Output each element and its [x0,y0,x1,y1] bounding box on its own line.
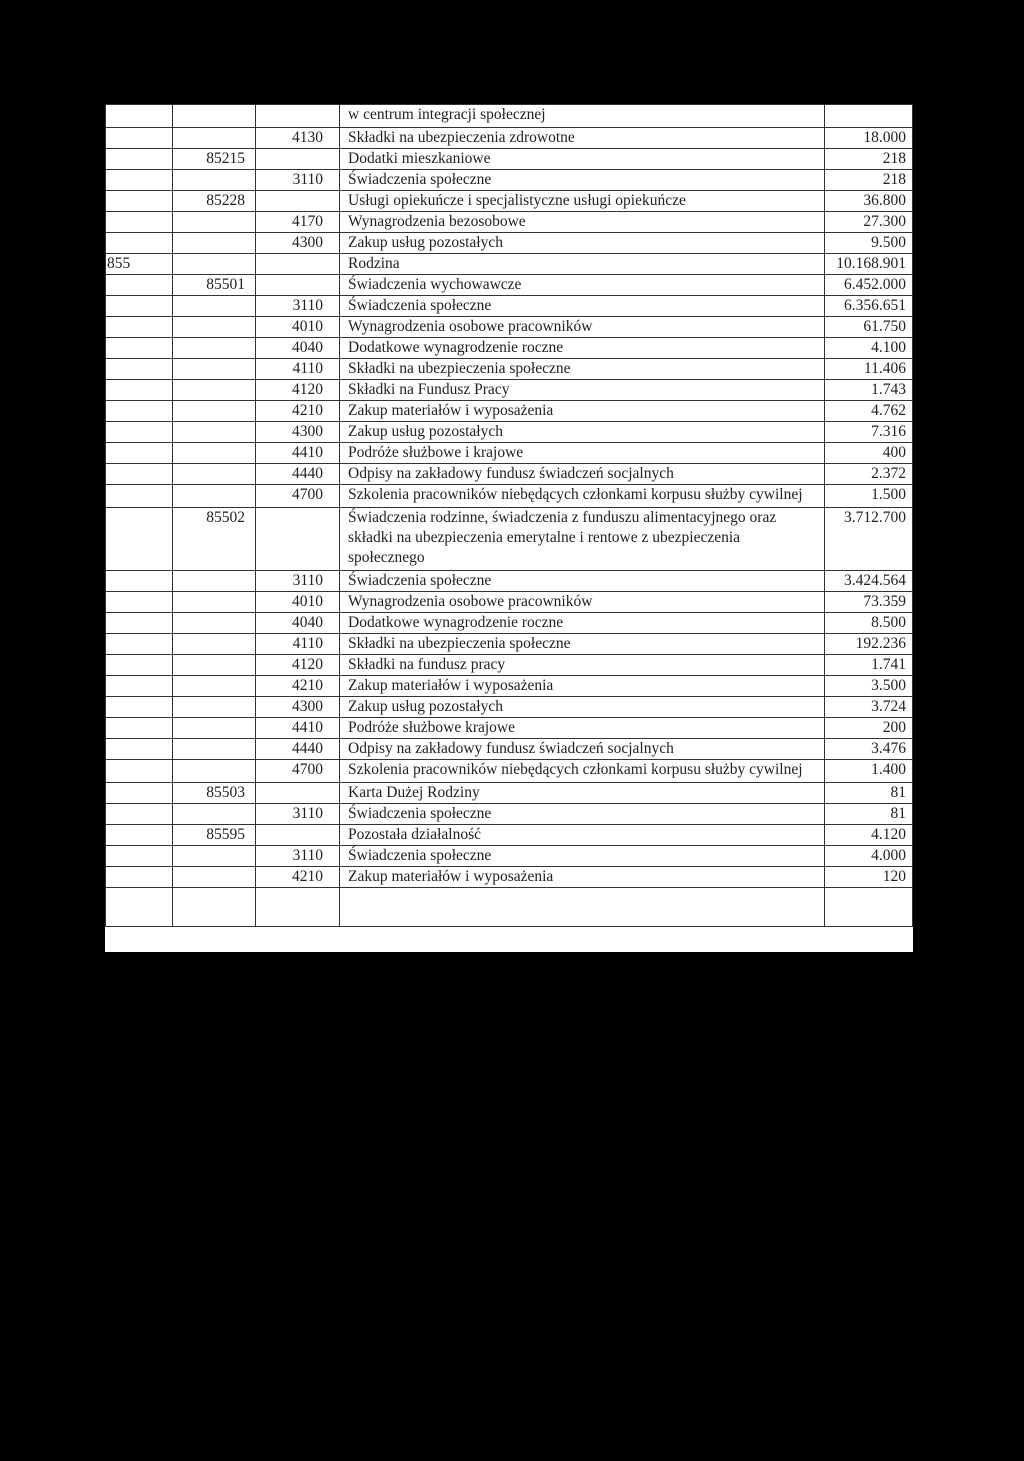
description-cell: Szkolenia pracowników niebędących członkami korpusu służby cywilnej [340,760,825,783]
amount-cell: 81 [825,783,913,804]
description-cell: Wynagrodzenia bezosobowe [340,212,825,233]
paragraf-cell: 3110 [256,296,340,317]
dzial-cell [106,317,173,338]
amount-cell [825,888,913,927]
table-row [106,233,913,254]
rozdzial-cell [173,655,256,676]
amount-cell: 10.168.901 [825,254,913,275]
dzial-cell [106,485,173,508]
amount-cell: 3.724 [825,697,913,718]
rozdzial-cell [173,846,256,867]
description-cell: Składki na ubezpieczenia społeczne [340,359,825,380]
dzial-cell [106,655,173,676]
table-row [106,128,913,149]
table-row [106,739,913,760]
description-cell: Karta Dużej Rodziny [340,783,825,804]
rozdzial-cell: 85501 [173,275,256,296]
dzial-cell [106,128,173,149]
dzial-cell [106,212,173,233]
table-row [106,867,913,888]
amount-cell: 3.424.564 [825,571,913,592]
table-row [106,464,913,485]
rozdzial-cell: 85215 [173,149,256,170]
description-cell: Składki na ubezpieczenia zdrowotne [340,128,825,149]
paragraf-cell: 4300 [256,422,340,443]
paragraf-cell: 4010 [256,592,340,613]
paragraf-cell: 4110 [256,634,340,655]
rozdzial-cell [173,718,256,739]
dzial-cell [106,105,173,128]
table-row [106,718,913,739]
dzial-cell [106,718,173,739]
amount-cell: 7.316 [825,422,913,443]
paragraf-cell: 4410 [256,718,340,739]
dzial-cell [106,697,173,718]
rozdzial-cell [173,254,256,275]
table-row [106,804,913,825]
description-cell: Szkolenia pracowników niebędących członkami korpusu służby cywilnej [340,485,825,508]
paragraf-cell: 4040 [256,613,340,634]
dzial-cell [106,422,173,443]
rozdzial-cell: 85503 [173,783,256,804]
description-cell: Składki na fundusz pracy [340,655,825,676]
rozdzial-cell: 85502 [173,508,256,571]
dzial-cell [106,275,173,296]
table-row [106,508,913,571]
description-cell: Zakup usług pozostałych [340,422,825,443]
description-cell [340,888,825,927]
dzial-cell [106,825,173,846]
paragraf-cell [256,783,340,804]
description-cell: Świadczenia społeczne [340,804,825,825]
table-row [106,613,913,634]
table-row [106,401,913,422]
rozdzial-cell [173,485,256,508]
amount-cell: 36.800 [825,191,913,212]
dzial-cell [106,804,173,825]
dzial-cell [106,380,173,401]
rozdzial-cell [173,676,256,697]
rozdzial-cell [173,380,256,401]
rozdzial-cell [173,867,256,888]
amount-cell: 400 [825,443,913,464]
paragraf-cell: 4040 [256,338,340,359]
dzial-cell [106,634,173,655]
rozdzial-cell [173,233,256,254]
description-cell: Świadczenia społeczne [340,571,825,592]
dzial-cell [106,613,173,634]
paragraf-cell: 4700 [256,760,340,783]
dzial-cell [106,739,173,760]
dzial-cell [106,464,173,485]
amount-cell: 6.356.651 [825,296,913,317]
rozdzial-cell [173,443,256,464]
rozdzial-cell [173,422,256,443]
rozdzial-cell [173,212,256,233]
amount-cell: 3.500 [825,676,913,697]
amount-cell: 3.712.700 [825,508,913,571]
table-row [106,212,913,233]
rozdzial-cell: 85595 [173,825,256,846]
paragraf-cell: 4700 [256,485,340,508]
paragraf-cell: 4300 [256,233,340,254]
rozdzial-cell [173,613,256,634]
paragraf-cell: 4300 [256,697,340,718]
dzial-cell [106,888,173,927]
dzial-cell [106,359,173,380]
amount-cell: 9.500 [825,233,913,254]
amount-cell: 8.500 [825,613,913,634]
paragraf-cell: 4210 [256,676,340,697]
dzial-cell [106,296,173,317]
description-cell: Świadczenia wychowawcze [340,275,825,296]
dzial-cell [106,443,173,464]
paragraf-cell: 4440 [256,464,340,485]
dzial-cell: 855 [106,254,173,275]
amount-cell: 120 [825,867,913,888]
amount-cell: 73.359 [825,592,913,613]
paragraf-cell: 4010 [256,317,340,338]
paragraf-cell [256,254,340,275]
table-row [106,170,913,191]
rozdzial-cell [173,739,256,760]
rozdzial-cell [173,634,256,655]
amount-cell: 218 [825,170,913,191]
rozdzial-cell [173,804,256,825]
amount-cell: 61.750 [825,317,913,338]
rozdzial-cell [173,317,256,338]
table-row [106,655,913,676]
amount-cell: 200 [825,718,913,739]
table-row [106,317,913,338]
description-cell: Usługi opiekuńcze i specjalistyczne usługi opiekuńcze [340,191,825,212]
description-cell: Składki na Fundusz Pracy [340,380,825,401]
table-row [106,105,913,128]
description-cell: Świadczenia społeczne [340,846,825,867]
description-cell: Zakup materiałów i wyposażenia [340,676,825,697]
paragraf-cell: 4410 [256,443,340,464]
table-row [106,783,913,804]
paragraf-cell: 3110 [256,846,340,867]
table-row [106,359,913,380]
document-page [105,104,913,952]
description-cell: Świadczenia społeczne [340,170,825,191]
amount-cell: 2.372 [825,464,913,485]
amount-cell: 4.100 [825,338,913,359]
description-cell: Świadczenia rodzinne, świadczenia z funduszu alimentacyjnego oraz składki na ubezpieczenia emerytalne i rentowe z ubezpieczenia społecznego [340,508,825,571]
paragraf-cell: 3110 [256,571,340,592]
dzial-cell [106,233,173,254]
dzial-cell [106,149,173,170]
paragraf-cell: 4210 [256,401,340,422]
dzial-cell [106,760,173,783]
dzial-cell [106,676,173,697]
rozdzial-cell [173,571,256,592]
table-row [106,422,913,443]
dzial-cell [106,571,173,592]
description-cell: Rodzina [340,254,825,275]
description-cell: Świadczenia społeczne [340,296,825,317]
paragraf-cell [256,105,340,128]
rozdzial-cell [173,760,256,783]
rozdzial-cell [173,105,256,128]
paragraf-cell: 3110 [256,170,340,191]
rozdzial-cell [173,888,256,927]
amount-cell: 1.741 [825,655,913,676]
table-row [106,485,913,508]
table-row [106,380,913,401]
table-row [106,571,913,592]
paragraf-cell: 4440 [256,739,340,760]
description-cell: Zakup usług pozostałych [340,233,825,254]
rozdzial-cell [173,592,256,613]
paragraf-cell: 4170 [256,212,340,233]
description-cell: Odpisy na zakładowy fundusz świadczeń socjalnych [340,739,825,760]
dzial-cell [106,783,173,804]
table-row [106,760,913,783]
description-cell: Zakup usług pozostałych [340,697,825,718]
description-cell: Składki na ubezpieczenia społeczne [340,634,825,655]
dzial-cell [106,867,173,888]
dzial-cell [106,191,173,212]
description-cell: Wynagrodzenia osobowe pracowników [340,592,825,613]
table-row [106,634,913,655]
amount-cell: 4.762 [825,401,913,422]
rozdzial-cell [173,128,256,149]
amount-cell: 3.476 [825,739,913,760]
table-row [106,275,913,296]
description-cell: w centrum integracji społecznej [340,105,825,128]
dzial-cell [106,592,173,613]
amount-cell: 18.000 [825,128,913,149]
table-row [106,191,913,212]
table-row [106,149,913,170]
description-cell: Podróże służbowe i krajowe [340,443,825,464]
amount-cell: 1.500 [825,485,913,508]
paragraf-cell: 4120 [256,655,340,676]
amount-cell: 81 [825,804,913,825]
rozdzial-cell [173,359,256,380]
rozdzial-cell [173,697,256,718]
paragraf-cell [256,825,340,846]
paragraf-cell: 4110 [256,359,340,380]
rozdzial-cell [173,170,256,191]
dzial-cell [106,170,173,191]
description-cell: Zakup materiałów i wyposażenia [340,867,825,888]
amount-cell: 11.406 [825,359,913,380]
amount-cell: 6.452.000 [825,275,913,296]
dzial-cell [106,846,173,867]
paragraf-cell: 4130 [256,128,340,149]
description-cell: Dodatki mieszkaniowe [340,149,825,170]
amount-cell [825,105,913,128]
paragraf-cell [256,888,340,927]
rozdzial-cell [173,338,256,359]
paragraf-cell: 4210 [256,867,340,888]
dzial-cell [106,401,173,422]
description-cell: Pozostała działalność [340,825,825,846]
amount-cell: 192.236 [825,634,913,655]
table-row [106,825,913,846]
table-row [106,254,913,275]
rozdzial-cell: 85228 [173,191,256,212]
paragraf-cell: 4120 [256,380,340,401]
budget-table-body [106,105,913,927]
paragraf-cell [256,149,340,170]
table-row [106,443,913,464]
dzial-cell [106,508,173,571]
dzial-cell [106,338,173,359]
description-cell: Dodatkowe wynagrodzenie roczne [340,613,825,634]
table-row [106,592,913,613]
description-cell: Wynagrodzenia osobowe pracowników [340,317,825,338]
table-row [106,338,913,359]
paragraf-cell [256,275,340,296]
table-row [106,676,913,697]
rozdzial-cell [173,464,256,485]
paragraf-cell [256,191,340,212]
description-cell: Podróże służbowe krajowe [340,718,825,739]
amount-cell: 1.743 [825,380,913,401]
description-cell: Zakup materiałów i wyposażenia [340,401,825,422]
paragraf-cell: 3110 [256,804,340,825]
amount-cell: 27.300 [825,212,913,233]
amount-cell: 218 [825,149,913,170]
description-cell: Dodatkowe wynagrodzenie roczne [340,338,825,359]
table-row [106,697,913,718]
table-row [106,888,913,927]
rozdzial-cell [173,401,256,422]
rozdzial-cell [173,296,256,317]
paragraf-cell [256,508,340,571]
description-cell: Odpisy na zakładowy fundusz świadczeń socjalnych [340,464,825,485]
amount-cell: 4.000 [825,846,913,867]
budget-table [105,104,913,927]
amount-cell: 1.400 [825,760,913,783]
amount-cell: 4.120 [825,825,913,846]
table-row [106,296,913,317]
table-row [106,846,913,867]
